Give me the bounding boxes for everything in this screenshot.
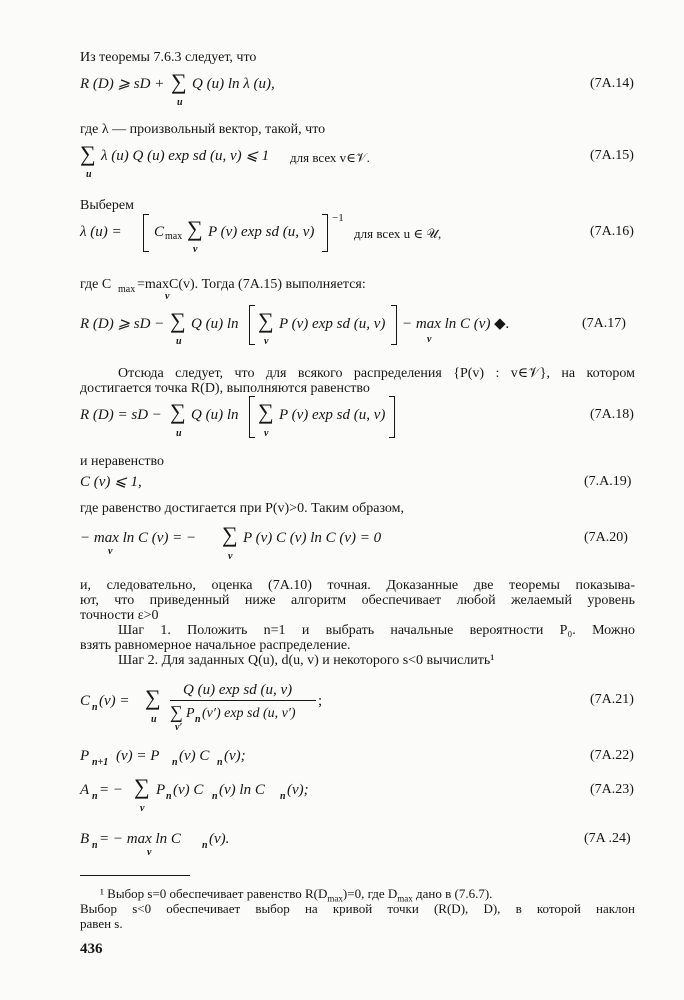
eq14-sum-symbol: ∑ <box>171 69 187 94</box>
eq24-a: B <box>80 831 90 847</box>
footnote-part-c: дано в (7.6.7). <box>412 886 493 901</box>
eq15-sum-symbol: ∑ <box>80 141 96 166</box>
eq21-label: (7A.21) <box>590 692 634 707</box>
footnote-part-b: )=0, где D <box>342 886 398 901</box>
paragraph-2-line-2: ют, что приведенный ниже алгоритм обеспечивает любой желаемый уровень <box>80 593 635 608</box>
eq17-lhs: R (D) ⩾ sD − <box>80 316 165 332</box>
paragraph-1-line-2: достигается точка R(D), выполняются равенство <box>80 381 370 396</box>
step-2-text: Шаг 2. Для заданных Q(u), d(u, v) и некоторого s<0 вычислить¹ <box>118 653 495 668</box>
footnote-rule <box>80 875 190 876</box>
eq19-expr: C (v) ⩽ 1, <box>80 474 142 490</box>
step-1-line-1: Шаг 1. Положить n=1 и выбрать начальные вероятности P₀. Можно <box>118 623 635 638</box>
eq18-sum-outer-index: u <box>176 428 182 439</box>
paragraph-2-line-3: точности ε>0 <box>80 608 159 623</box>
eq21-tail: ; <box>318 693 323 709</box>
paragraph-2-line-1: и, следовательно, оценка (7A.10) точная. Доказанные две теоремы показыва- <box>80 578 635 593</box>
eq21-sum-inner: ∑ <box>170 702 183 722</box>
eq14-sum-index: u <box>177 97 183 108</box>
text-cmax-sub: max <box>118 284 136 295</box>
eq16-lhs <box>80 222 122 242</box>
paragraph-1-line-1: Отсюда следует, что для всякого распределения {P(v) : v∈𝒱}, на котором <box>118 366 635 381</box>
intro-text: Из теоремы 7.6.3 следует, что <box>80 50 257 65</box>
text-cmax-a: где C <box>80 277 112 292</box>
eq23-e: (v) ln C <box>219 782 265 798</box>
text-equality: где равенство достигается при P(v)>0. Таким образом, <box>80 501 405 516</box>
eq22-sub-c: n <box>217 757 223 768</box>
eq17-bracket-right <box>391 305 397 345</box>
eq21-sum-inner-index: v′ <box>175 722 183 733</box>
eq23-sum-symbol: ∑ <box>134 774 150 799</box>
eq17-tail: − max ln C (v) ◆. <box>402 316 510 332</box>
eq22-c: (v) C <box>179 748 210 764</box>
eq22-label: (7A.22) <box>590 748 634 763</box>
eq17-mid: Q (u) ln <box>191 316 239 332</box>
footnote-sub-1: max <box>327 893 343 904</box>
eq23-sub-e: n <box>280 791 286 802</box>
eq23-sum-index: v <box>140 803 145 814</box>
eq16-bracket-left <box>143 214 149 252</box>
eq18-sum-inner-index: v <box>264 428 269 439</box>
eq23-a: A <box>80 782 90 798</box>
eq21-lhs: C <box>80 693 91 709</box>
eq24-b: = − max ln C <box>99 831 181 847</box>
eq16-exponent: −1 <box>332 212 344 224</box>
eq17-sum-outer-index: u <box>176 336 182 347</box>
eq16-cmax-sub: max <box>165 231 183 242</box>
eq21-den-sub: n <box>195 714 201 725</box>
eq20-rhs: P (v) C (v) ln C (v) = 0 <box>243 530 382 546</box>
eq21-den-a: P <box>186 706 195 721</box>
eq16-lhs-text: λ (u) = <box>80 224 122 240</box>
eq20-max-index: v <box>108 546 113 557</box>
eq14-label: (7A.14) <box>590 76 634 91</box>
eq18-inner: P (v) exp sd (u, v) <box>279 407 386 423</box>
eq24-max-index: v <box>147 847 152 858</box>
page-number: 436 <box>80 941 103 957</box>
eq17-max-index: v <box>427 334 432 345</box>
eq24-c: (v). <box>209 831 230 847</box>
eq18-bracket-right <box>389 396 395 438</box>
eq16-sum-index: v <box>193 244 198 255</box>
footnote-line-3: равен s. <box>80 916 123 931</box>
text-cmax-under: v <box>165 291 170 302</box>
eq15-label: (7A.15) <box>590 148 634 163</box>
eq17-label: (7A.17) <box>582 316 626 331</box>
eq17-sum-inner: ∑ <box>258 308 274 333</box>
eq18-label: (7A.18) <box>590 407 634 422</box>
eq22-sub-b: n <box>172 757 178 768</box>
eq16-bracket-right <box>322 214 328 252</box>
eq22-a: P <box>80 748 90 764</box>
eq23-d: (v) C <box>173 782 204 798</box>
eq14-rhs: Q (u) ln λ (u), <box>192 76 275 92</box>
eq24-sub-a: n <box>92 840 98 851</box>
text-choose: Выберем <box>80 198 134 213</box>
eq16-condition: для всех u ∈ 𝒰, <box>354 226 442 241</box>
eq21-den-b: (v′) exp sd (u, v′) <box>202 706 296 721</box>
eq15-condition: для всех v∈𝒱. <box>290 150 370 165</box>
text-inequality: и неравенство <box>80 454 164 469</box>
eq23-b: = − <box>99 782 123 798</box>
text-lambda: где λ — произвольный вектор, такой, что <box>80 122 326 137</box>
eq16-cmax: C <box>154 224 165 240</box>
eq16-sum-symbol: ∑ <box>187 216 203 241</box>
eq15-expr: λ (u) Q (u) exp sd (u, v) ⩽ 1 <box>101 148 270 164</box>
eq20-lhs: − max ln C (v) = − <box>80 530 197 546</box>
footnote-part-a: ¹ Выбор s=0 обеспечивает равенство R(D <box>100 886 328 901</box>
eq20-sum-symbol: ∑ <box>222 522 238 547</box>
eq23-sub-a: n <box>92 791 98 802</box>
eq21-lhs-sub: n <box>92 702 98 713</box>
eq17-sum-inner-index: v <box>264 336 269 347</box>
eq16-label: (7A.16) <box>590 224 634 239</box>
eq17-inner: P (v) exp sd (u, v) <box>279 316 386 332</box>
eq23-sub-d: n <box>212 791 218 802</box>
eq21-numerator: Q (u) exp sd (u, v) <box>183 682 293 698</box>
eq22-sub-a: n+1 <box>92 757 109 768</box>
eq23-sub-c: n <box>166 791 172 802</box>
eq16-inner: P (v) exp sd (u, v) <box>208 224 315 240</box>
eq22-d: (v); <box>224 748 246 764</box>
eq23-label: (7A.23) <box>590 782 634 797</box>
eq18-bracket-left <box>249 396 255 438</box>
footnote-line-2: Выбор s<0 обеспечивает выбор на кривой точки (R(D), D), в которой наклон <box>80 901 635 916</box>
eq15-sum-index: u <box>86 169 92 180</box>
eq20-sum-index: v <box>228 551 233 562</box>
eq18-lhs: R (D) = sD − <box>80 407 162 423</box>
eq17-bracket-left <box>249 305 255 345</box>
eq21-sum-outer: ∑ <box>145 685 161 710</box>
eq18-sum-inner: ∑ <box>258 399 274 424</box>
eq22-b: (v) = P <box>116 748 160 764</box>
step-1-line-2: взять равномерное начальное распределение. <box>80 638 351 653</box>
eq21-sum-outer-index: u <box>151 714 157 725</box>
eq21-lhs-rest: (v) = <box>99 693 130 709</box>
eq23-c: P <box>156 782 166 798</box>
eq24-sub-b: n <box>202 840 208 851</box>
eq20-label: (7A.20) <box>584 530 628 545</box>
eq24-label: (7A .24) <box>584 831 631 846</box>
eq19-label: (7.A.19) <box>584 474 632 489</box>
eq18-sum-outer: ∑ <box>170 399 186 424</box>
eq21-fraction-line <box>170 700 316 701</box>
footnote-sub-2: max <box>397 893 413 904</box>
eq23-f: (v); <box>287 782 309 798</box>
text-cmax-rest: =maxC(v). Тогда (7A.15) выполняется: <box>137 277 366 292</box>
eq17-sum-outer: ∑ <box>170 308 186 333</box>
eq14-lhs: R (D) ⩾ sD + <box>80 76 165 92</box>
eq18-mid: Q (u) ln <box>191 407 239 423</box>
